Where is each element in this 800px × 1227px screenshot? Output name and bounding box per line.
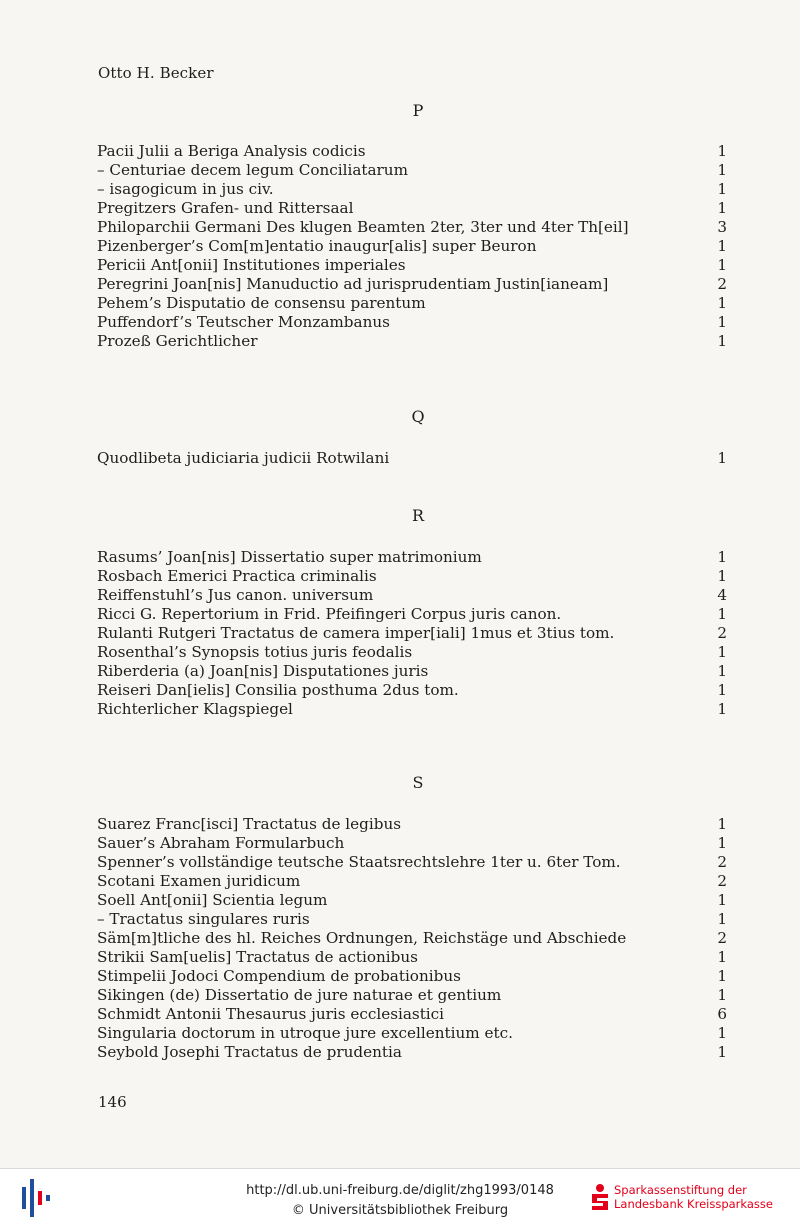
list-item: Pizenberger’s Com[m]entatio inaugur[alis] super Beuron 1 [97,237,727,255]
list-item: Stimpelii Jodoci Compendium de probationibus 1 [97,967,727,985]
footer-bar [0,1168,800,1227]
list-item: Quodlibeta judiciaria judicii Rotwilani 1 [97,449,727,467]
sparkasse-logo-icon[interactable] [590,1183,610,1211]
section-letter-q: Q [411,407,425,426]
list-item: Rosenthal’s Synopsis totius juris feodalis 1 [97,643,727,661]
list-item: Reiffenstuhl’s Jus canon. universum 4 [97,586,727,604]
sponsor-line-2: Landesbank Kreissparkasse [614,1197,773,1211]
section-letter-s: S [412,773,424,792]
sponsor-text[interactable] [614,1183,773,1211]
list-item: Seybold Josephi Tractatus de prudentia 1 [97,1043,727,1061]
list-item: Peregrini Joan[nis] Manuductio ad jurisprudentiam Justin[ianeam] 2 [97,275,727,293]
list-item: Pacii Julii a Beriga Analysis codicis 1 [97,142,727,160]
list-item: – isagogicum in jus civ. 1 [97,180,727,198]
page-number: 146 [98,1093,127,1111]
list-item: – Tractatus singulares ruris 1 [97,910,727,928]
list-item: Philoparchii Germani Des klugen Beamten 2ter, 3ter und 4ter Th[eil] 3 [97,218,727,236]
copyright-text: © Universitätsbibliothek Freiburg [291,1203,509,1218]
list-item: Säm[m]tliche des hl. Reiches Ordnungen, Reichstäge und Abschiede 2 [97,929,727,947]
section-letter-p: P [412,101,424,120]
list-item: Soell Ant[onii] Scientia legum 1 [97,891,727,909]
list-item: Suarez Franc[isci] Tractatus de legibus 1 [97,815,727,833]
list-item: Strikii Sam[uelis] Tractatus de actionibus 1 [97,948,727,966]
list-item: Scotani Examen juridicum 2 [97,872,727,890]
list-item: Rosbach Emerici Practica criminalis 1 [97,567,727,585]
list-item: Riberderia (a) Joan[nis] Disputationes juris 1 [97,662,727,680]
list-item: Sikingen (de) Dissertatio de jure naturae et gentium 1 [97,986,727,1004]
list-item: Rasums’ Joan[nis] Dissertatio super matrimonium 1 [97,548,727,566]
list-item: Spenner’s vollständige teutsche Staatsrechtslehre 1ter u. 6ter Tom. 2 [97,853,727,871]
list-item: Pericii Ant[onii] Institutiones imperiales 1 [97,256,727,274]
list-item: Pregitzers Grafen- und Rittersaal 1 [97,199,727,217]
list-item: Puffendorf’s Teutscher Monzambanus 1 [97,313,727,331]
list-item: Reiseri Dan[ielis] Consilia posthuma 2dus tom. 1 [97,681,727,699]
running-head: Otto H. Becker [98,64,214,82]
list-item: Rulanti Rutgeri Tractatus de camera imper[iali] 1mus et 3tius tom. 2 [97,624,727,642]
list-item: Schmidt Antonii Thesaurus juris ecclesiastici 6 [97,1005,727,1023]
permalink-url[interactable]: http://dl.ub.uni-freiburg.de/diglit/zhg1993/0148 [246,1183,554,1198]
list-item: – Centuriae decem legum Conciliatarum 1 [97,161,727,179]
list-item: Richterlicher Klagspiegel 1 [97,700,727,718]
list-item: Sauer’s Abraham Formularbuch 1 [97,834,727,852]
list-item: Ricci G. Repertorium in Frid. Pfeifingeri Corpus juris canon. 1 [97,605,727,623]
list-item: Pehem’s Disputatio de consensu parentum 1 [97,294,727,312]
list-item: Singularia doctorum in utroque jure excellentium etc. 1 [97,1024,727,1042]
section-letter-r: R [411,506,425,525]
list-item: Prozeß Gerichtlicher 1 [97,332,727,350]
sponsor-line-1: Sparkassenstiftung der [614,1183,747,1197]
